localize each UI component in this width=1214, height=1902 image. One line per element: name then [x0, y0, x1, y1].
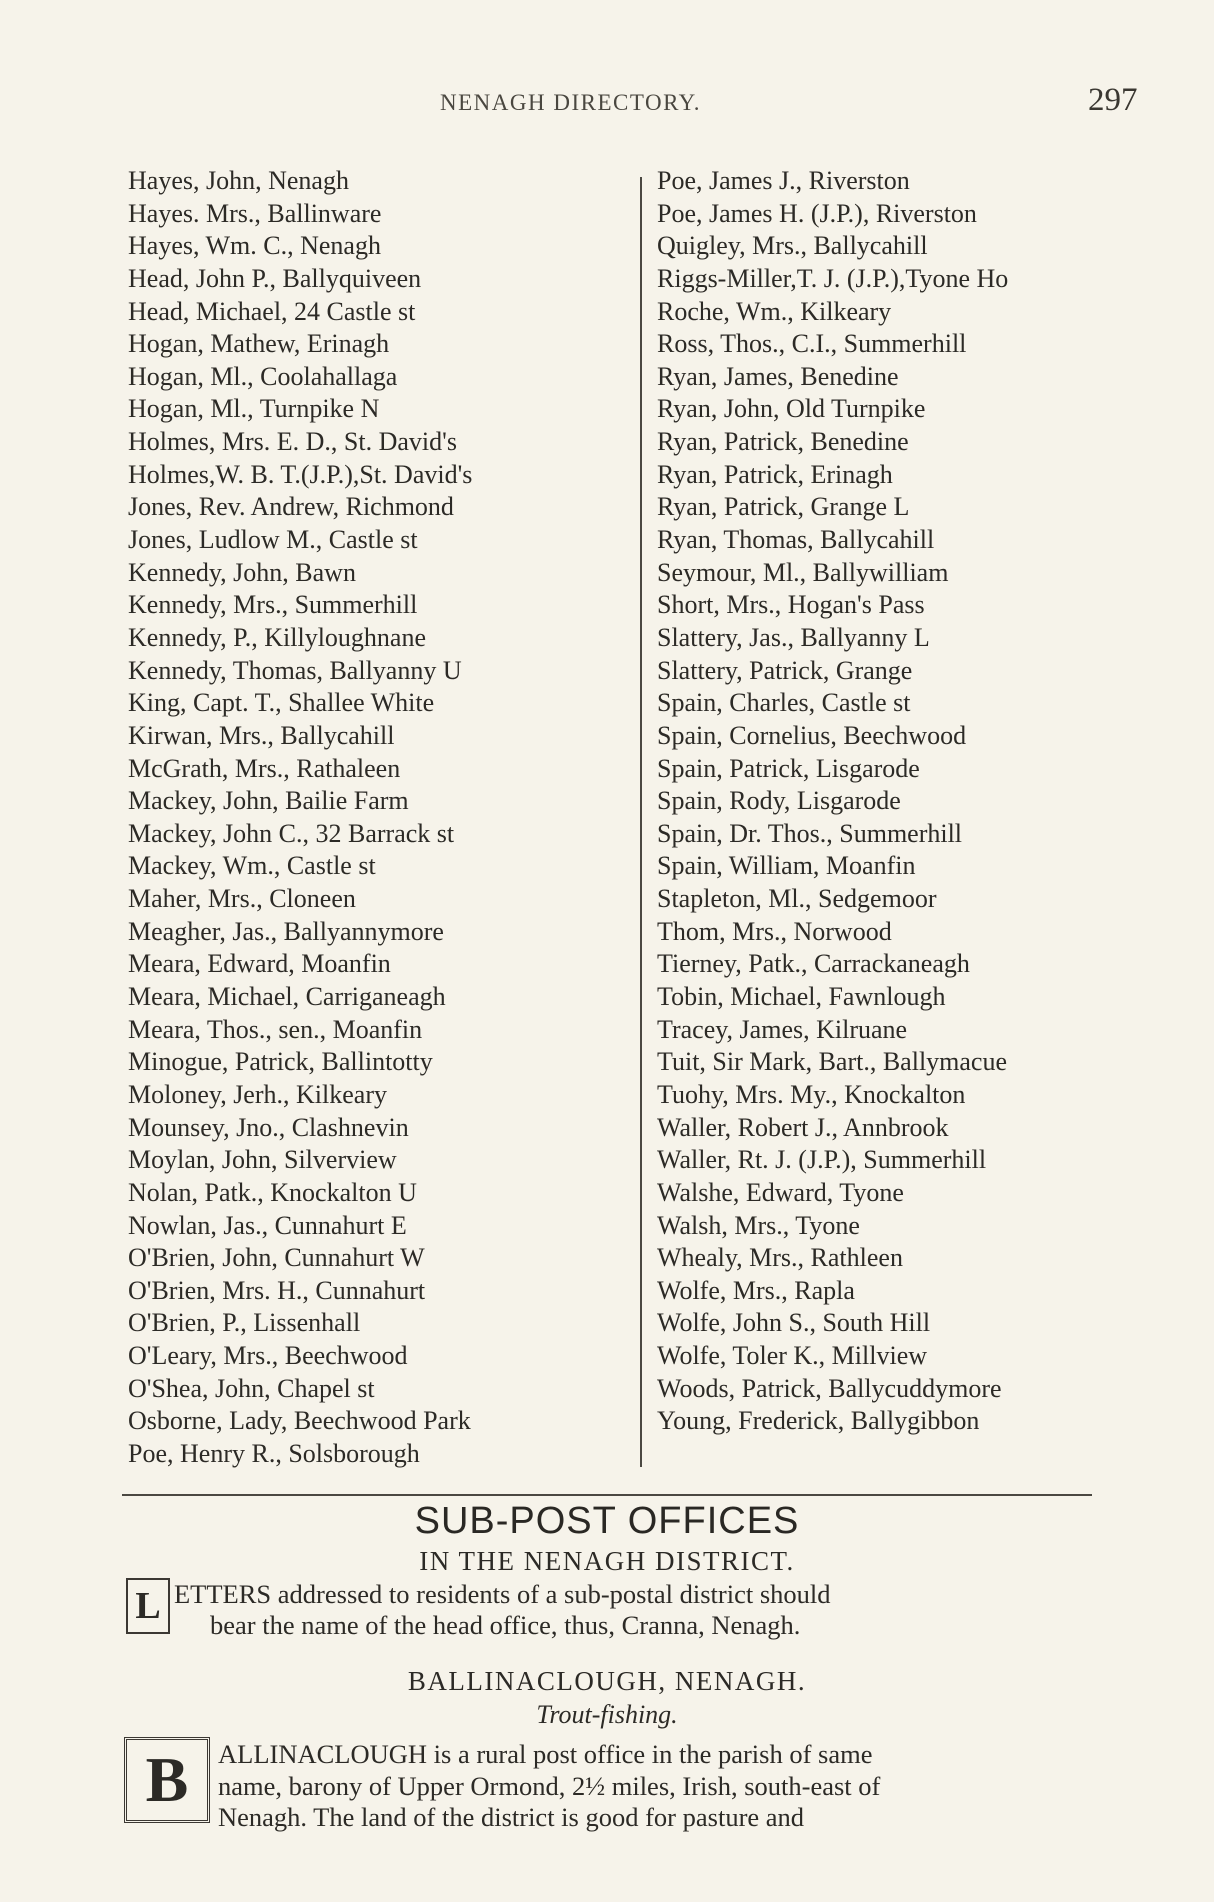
directory-entry: Wolfe, Toler K., Millview — [657, 1341, 928, 1371]
directory-columns — [0, 165, 1214, 1470]
directory-entry: Minogue, Patrick, Ballintotty — [128, 1047, 433, 1077]
directory-entry: Tuit, Sir Mark, Bart., Ballymacue — [657, 1047, 1008, 1077]
page-number: 297 — [1088, 82, 1138, 118]
directory-entry: Spain, Rody, Lisgarode — [657, 786, 901, 816]
directory-entry: Wolfe, Mrs., Rapla — [657, 1275, 855, 1305]
directory-entry: Short, Mrs., Hogan's Pass — [657, 590, 925, 620]
directory-entry: Seymour, Ml., Ballywilliam — [657, 557, 949, 587]
directory-entry: King, Capt. T., Shallee White — [128, 688, 435, 718]
directory-entry: Waller, Rt. J. (J.P.), Summerhill — [657, 1145, 987, 1175]
directory-entry: Ryan, Patrick, Grange L — [657, 492, 910, 522]
directory-entry: Riggs-Miller,T. J. (J.P.),Tyone Ho — [657, 263, 1009, 293]
directory-entry: Young, Frederick, Ballygibbon — [657, 1406, 980, 1436]
directory-entry: O'Brien, P., Lissenhall — [128, 1308, 361, 1338]
directory-entry: Moylan, John, Silverview — [128, 1145, 397, 1175]
directory-entry: Poe, James H. (J.P.), Riverston — [657, 198, 977, 228]
paragraph-line: name, barony of Upper Ormond, 2½ miles, Irish, south-east of — [218, 1770, 881, 1801]
directory-entry: Jones, Ludlow M., Castle st — [128, 525, 418, 555]
directory-entry: Stapleton, Ml., Sedgemoor — [657, 884, 937, 914]
directory-entry: Nowlan, Jas., Cunnahurt E — [128, 1210, 407, 1240]
directory-entry: Roche, Wm., Kilkeary — [657, 296, 892, 326]
directory-entry: Osborne, Lady, Beechwood Park — [128, 1406, 471, 1436]
directory-entry: Ryan, John, Old Turnpike — [657, 394, 926, 424]
paragraph-line: ETTERS addressed to residents of a sub-postal district should — [174, 1579, 831, 1609]
letters-paragraph — [174, 1579, 1134, 1641]
directory-entry: Woods, Patrick, Ballycuddymore — [657, 1373, 1002, 1403]
directory-entry: Ross, Thos., C.I., Summerhill — [657, 329, 967, 359]
directory-entry: Meara, Edward, Moanfin — [128, 949, 391, 979]
directory-entry: Nolan, Patk., Knockalton U — [128, 1177, 417, 1207]
directory-entry: Kirwan, Mrs., Ballycahill — [128, 720, 395, 750]
directory-entry: Quigley, Mrs., Ballycahill — [657, 231, 928, 261]
directory-entry: Waller, Robert J., Annbrook — [657, 1112, 949, 1142]
directory-column-left — [128, 165, 628, 1471]
directory-entry: Moloney, Jerh., Kilkeary — [128, 1079, 387, 1109]
running-header — [0, 82, 1214, 128]
directory-entry: Head, John P., Ballyquiveen — [128, 263, 422, 293]
directory-entry: Hayes, Wm. C., Nenagh — [128, 231, 381, 261]
directory-entry: Spain, Patrick, Lisgarode — [657, 753, 920, 783]
directory-entry: Hayes. Mrs., Ballinware — [128, 198, 382, 228]
directory-entry: Whealy, Mrs., Rathleen — [657, 1243, 903, 1273]
directory-entry: Ryan, Thomas, Ballycahill — [657, 525, 935, 555]
directory-entry: Tracey, James, Kilruane — [657, 1014, 908, 1044]
district-paragraph — [218, 1739, 1138, 1834]
directory-entry: Kennedy, Mrs., Summerhill — [128, 590, 418, 620]
paragraph-line: Nenagh. The land of the district is good for pasture and — [218, 1802, 805, 1832]
directory-entry: Spain, William, Moanfin — [657, 851, 916, 881]
directory-entry: Kennedy, P., Killyloughnane — [128, 622, 426, 652]
directory-entry: Jones, Rev. Andrew, Richmond — [128, 492, 454, 522]
directory-entry: McGrath, Mrs., Rathaleen — [128, 753, 401, 783]
directory-entry: O'Leary, Mrs., Beechwood — [128, 1341, 408, 1371]
directory-entry: Spain, Dr. Thos., Summerhill — [657, 818, 963, 848]
directory-entry: Tuohy, Mrs. My., Knockalton — [657, 1079, 966, 1109]
directory-entry: Poe, Henry R., Solsborough — [128, 1438, 420, 1468]
directory-entry: Hogan, Mathew, Erinagh — [128, 329, 390, 359]
directory-entry: Ryan, James, Benedine — [657, 361, 899, 391]
directory-entry: Hogan, Ml., Turnpike N — [128, 394, 380, 424]
directory-entry: Holmes, Mrs. E. D., St. David's — [128, 427, 457, 457]
drop-cap-letter: B — [124, 1737, 210, 1823]
directory-entry: Spain, Charles, Castle st — [657, 688, 911, 718]
directory-entry: Mackey, John, Bailie Farm — [128, 786, 409, 816]
directory-entry: Kennedy, John, Bawn — [128, 557, 356, 587]
directory-entry: Spain, Cornelius, Beechwood — [657, 720, 967, 750]
directory-entry: Head, Michael, 24 Castle st — [128, 296, 416, 326]
running-title: NENAGH DIRECTORY. — [440, 90, 702, 115]
directory-entry: Walshe, Edward, Tyone — [657, 1177, 904, 1207]
directory-entry: Mackey, John C., 32 Barrack st — [128, 818, 455, 848]
directory-entry: Slattery, Patrick, Grange — [657, 655, 913, 685]
column-divider — [640, 177, 642, 1467]
directory-entry: Holmes,W. B. T.(J.P.),St. David's — [128, 459, 473, 489]
directory-entry: Ryan, Patrick, Erinagh — [657, 459, 893, 489]
district-subtitle: Trout-fishing. — [536, 1700, 678, 1729]
directory-entry: Meagher, Jas., Ballyannymore — [128, 916, 444, 946]
directory-entry: Meara, Michael, Carriganeagh — [128, 982, 446, 1012]
directory-entry: O'Shea, John, Chapel st — [128, 1373, 375, 1403]
section-divider — [122, 1494, 1092, 1496]
directory-entry: Tobin, Michael, Fawnlough — [657, 982, 946, 1012]
directory-entry: O'Brien, John, Cunnahurt W — [128, 1243, 425, 1273]
directory-entry: Slattery, Jas., Ballyanny L — [657, 622, 930, 652]
directory-entry: Mackey, Wm., Castle st — [128, 851, 376, 881]
directory-entry: Meara, Thos., sen., Moanfin — [128, 1014, 423, 1044]
directory-column-right — [657, 165, 1157, 1438]
paragraph-line: ALLINACLOUGH is a rural post office in the parish of same — [218, 1739, 873, 1769]
directory-entry: Walsh, Mrs., Tyone — [657, 1210, 860, 1240]
directory-entry: Poe, James J., Riverston — [657, 166, 910, 195]
section-subtitle: IN THE NENAGH DISTRICT. — [419, 1546, 795, 1576]
directory-entry: Wolfe, John S., South Hill — [657, 1308, 931, 1338]
directory-entry: Hayes, John, Nenagh — [128, 166, 349, 195]
drop-cap-letter: L — [126, 1578, 170, 1634]
directory-entry: Kennedy, Thomas, Ballyanny U — [128, 655, 462, 685]
directory-entry: Ryan, Patrick, Benedine — [657, 427, 909, 457]
directory-entry: Mounsey, Jno., Clashnevin — [128, 1112, 409, 1142]
directory-entry: Thom, Mrs., Norwood — [657, 916, 892, 946]
section-title: SUB-POST OFFICES — [414, 1500, 800, 1542]
directory-entry: Maher, Mrs., Cloneen — [128, 884, 356, 914]
paragraph-line: bear the name of the head office, thus, Cranna, Nenagh. — [210, 1610, 801, 1640]
district-title: BALLINACLOUGH, NENAGH. — [407, 1666, 807, 1696]
directory-entry: Hogan, Ml., Coolahallaga — [128, 361, 398, 391]
directory-entry: Tierney, Patk., Carrackaneagh — [657, 949, 970, 979]
directory-entry: O'Brien, Mrs. H., Cunnahurt — [128, 1275, 426, 1305]
